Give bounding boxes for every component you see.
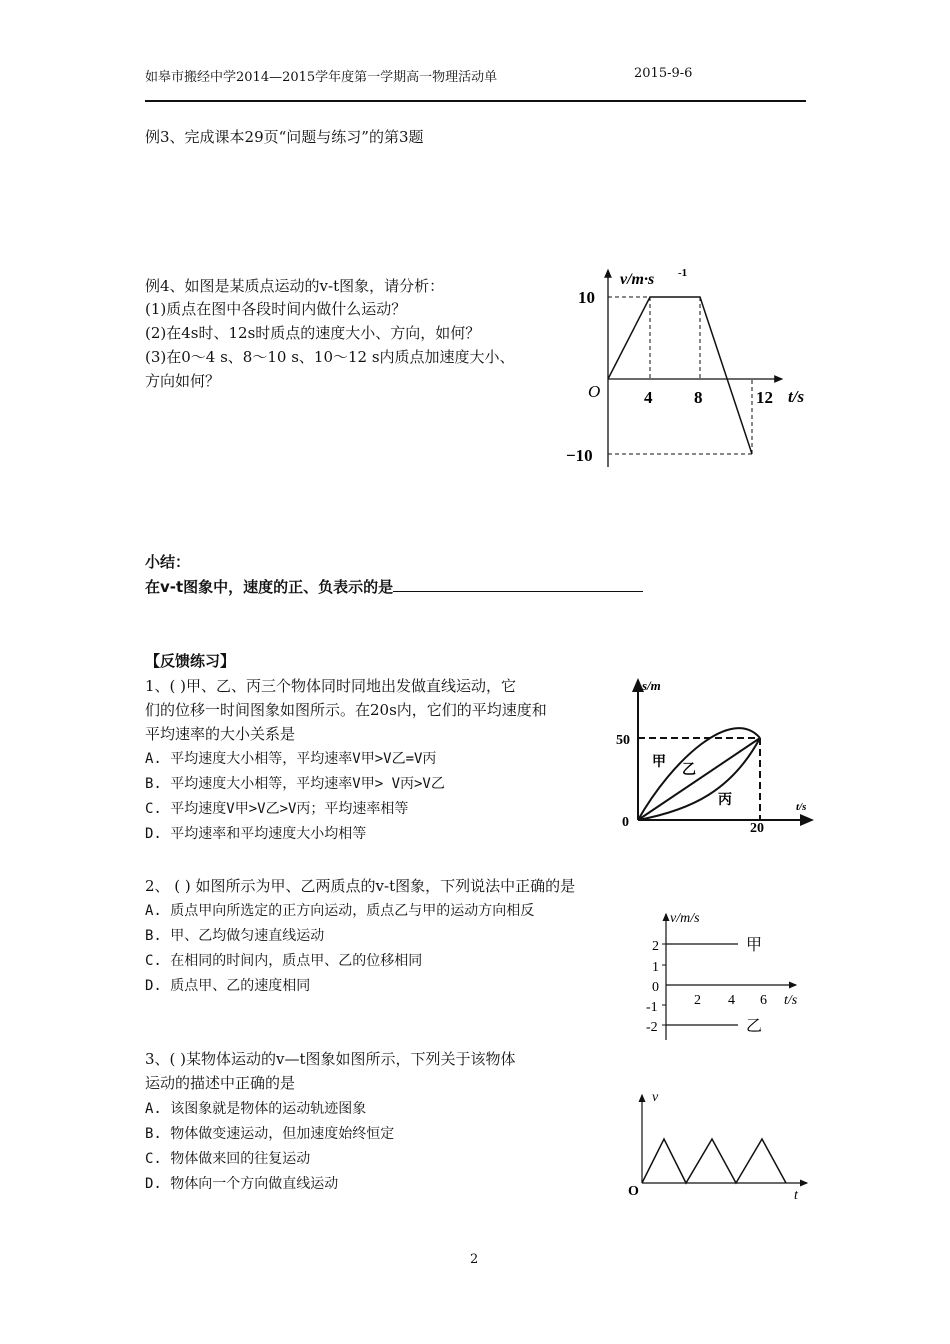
vt-line (608, 297, 752, 454)
q1-line3: 平均速率的大小关系是 (145, 725, 296, 743)
vt-graph-q2 (636, 908, 816, 1043)
curve-jia (638, 728, 760, 820)
tick-50: 50 (616, 733, 630, 748)
label-jia: 甲 (652, 755, 666, 770)
tick-minus2: -2 (646, 1020, 658, 1035)
tick-20: 20 (750, 821, 764, 832)
y-label-sup: -1 (678, 267, 688, 279)
q1-option-a: A. 平均速度大小相等，平均速率V甲>V乙=V丙 (145, 751, 437, 767)
x-label: t/s (784, 993, 798, 1008)
summary-title: 小结： (145, 553, 191, 571)
feedback-title: 【反馈练习】 (145, 652, 236, 670)
page-number: 2 (470, 1252, 479, 1267)
q2-option-b: B. 甲、乙均做匀速直线运动 (145, 928, 325, 944)
sawtooth-line (642, 1139, 786, 1183)
example-4-q1: (1)质点在图中各段时间内做什么运动？ (145, 300, 407, 318)
header-school: 如皋市搬经中学2014—2015学年度第一学期高一物理活动单 (145, 70, 498, 85)
tick-minus1: -1 (646, 1000, 658, 1015)
label-yi: 乙 (746, 1018, 763, 1035)
q1-option-d: D. 平均速率和平均速度大小均相等 (145, 826, 367, 842)
origin-label: O (628, 1184, 639, 1199)
tick-x4: 4 (728, 993, 735, 1008)
q3-line2: 运动的描述中正确的是 (145, 1074, 296, 1092)
q1-line2: 们的位移一时间图象如图所示。在20s内，它们的平均速度和 (145, 701, 547, 719)
origin-label: 0 (622, 815, 629, 830)
st-graph-q1 (612, 670, 822, 832)
q3-line1: 3、( )某物体运动的v—t图象如图所示，下列关于该物体 (145, 1050, 516, 1068)
q1-line1: 1、( )甲、乙、丙三个物体同时同地出发做直线运动，它 (145, 677, 517, 695)
tick-1: 1 (652, 960, 659, 975)
header-date: 2015-9-6 (634, 66, 693, 81)
y-label: v/m·s (620, 271, 655, 288)
q3-option-c: C. 物体做来回的往复运动 (145, 1151, 311, 1167)
y-label: s/m (642, 678, 661, 693)
q3-option-a: A. 该图象就是物体的运动轨迹图象 (145, 1101, 367, 1117)
origin-label: O (588, 382, 601, 401)
vt-graph-q3 (622, 1085, 817, 1205)
example-4-title: 例4、如图是某质点运动的v-t图象，请分析： (145, 277, 445, 295)
example-4-q3a: (3)在0～4 s、8～10 s、10～12 s内质点加速度大小、 (145, 348, 515, 366)
tick-minus10: −10 (566, 446, 593, 465)
y-label: v (652, 1090, 659, 1105)
tick-10: 10 (578, 288, 595, 307)
tick-0: 0 (652, 980, 659, 995)
q3-option-b: B. 物体做变速运动，但加速度始终恒定 (145, 1126, 395, 1142)
label-yi: 乙 (682, 763, 696, 778)
y-label: v/m/s (670, 911, 700, 926)
summary-line (145, 576, 643, 598)
label-jia: 甲 (746, 937, 763, 954)
x-label: t/s (788, 387, 805, 406)
x-label: t (794, 1188, 798, 1203)
q2-option-a: A. 质点甲向所选定的正方向运动，质点乙与甲的运动方向相反 (145, 903, 535, 919)
example-4-q2: (2)在4s时、12s时质点的速度大小、方向，如何？ (145, 324, 481, 342)
tick-2: 2 (652, 939, 659, 954)
q2-option-c: C. 在相同的时间内，质点甲、乙的位移相同 (145, 953, 423, 969)
x-label: t/s (796, 801, 807, 813)
tick-12: 12 (756, 388, 773, 407)
summary-text: 在v-t图象中，速度的正、负表示的是 (145, 578, 394, 596)
tick-x2: 2 (694, 993, 701, 1008)
q1-option-c: C. 平均速度V甲>V乙>V丙；平均速率相等 (145, 801, 409, 817)
tick-4: 4 (644, 388, 653, 407)
label-bing: 丙 (718, 793, 732, 808)
header-rule (145, 100, 806, 102)
summary-blank (393, 577, 643, 592)
q2-option-d: D. 质点甲、乙的速度相同 (145, 978, 311, 994)
tick-8: 8 (694, 388, 703, 407)
q3-option-d: D. 物体向一个方向做直线运动 (145, 1176, 339, 1192)
example-4-q3b: 方向如何？ (145, 372, 221, 390)
tick-x6: 6 (760, 993, 767, 1008)
line-yi (638, 738, 760, 820)
q1-option-b: B. 平均速度大小相等，平均速率V甲> V丙>V乙 (145, 776, 445, 792)
q2-line1: 2、 ( ) 如图所示为甲、乙两质点的v-t图象，下列说法中正确的是 (145, 877, 576, 895)
vt-graph-example4 (560, 262, 820, 477)
example-3: 例3、完成课本29页“问题与练习”的第3题 (145, 128, 424, 146)
